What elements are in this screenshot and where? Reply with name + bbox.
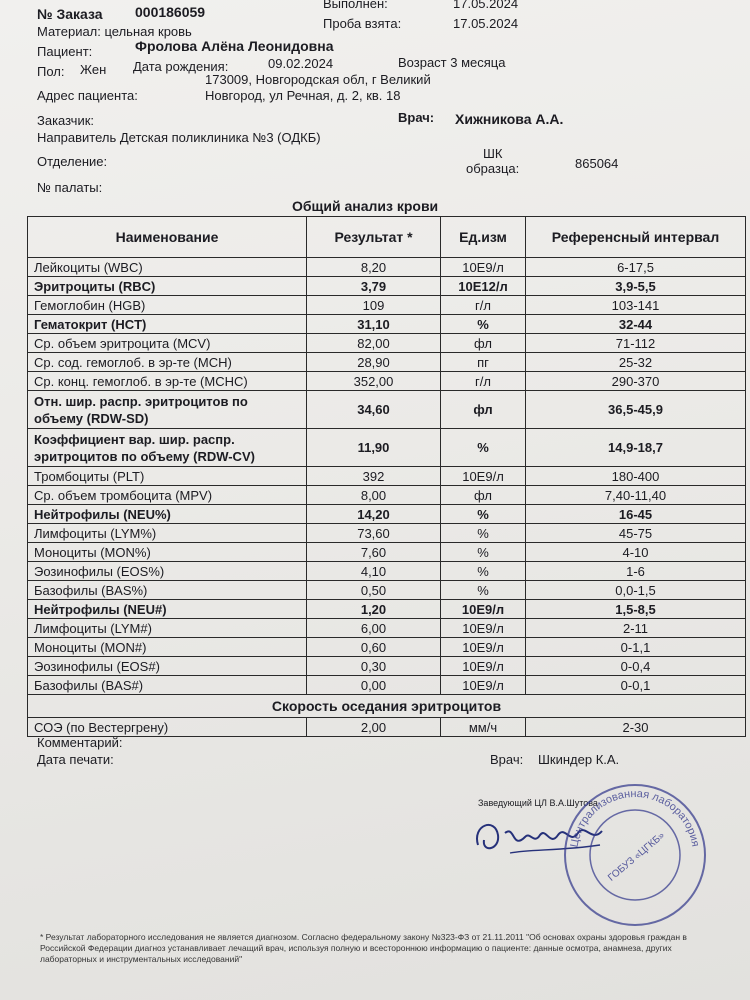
cell-name: СОЭ (по Вестергрену): [28, 718, 307, 737]
cell-result: 1,20: [307, 600, 441, 619]
cell-ref: 25-32: [526, 353, 746, 372]
table-row: [28, 600, 746, 619]
cell-unit: %: [441, 581, 526, 600]
svg-text:Централизованная лаборатория: [568, 788, 701, 848]
cell-ref: 180-400: [526, 467, 746, 486]
cell-unit: 10E9/л: [441, 258, 526, 277]
disclaimer-text: * Результат лабораторного исследования не является диагнозом. Согласно федеральному закону №323-ФЗ от 21.11.2011 "Об основах охраны здоровья граждан в Российской Федерации диагноз устанавливает лечащий врач, используя полную и всестороннюю информацию о пациенте: данные осмотра, анамнеза, других лабораторных и инструментальных исследований": [40, 932, 687, 964]
cell-result: 109: [307, 296, 441, 315]
section-row: [28, 695, 746, 718]
cell-result: 0,30: [307, 657, 441, 676]
cell-name: Гемоглобин (HGB): [28, 296, 307, 315]
cell-name: Моноциты (MON%): [28, 543, 307, 562]
cell-unit: фл: [441, 391, 526, 429]
header-name: Наименование: [28, 217, 307, 258]
doctor-name: Хижникова А.А.: [455, 111, 564, 127]
table-row: [28, 543, 746, 562]
barcode-value: 865064: [575, 156, 619, 171]
address-label: Адрес пациента:: [37, 88, 138, 103]
cell-result: 8,00: [307, 486, 441, 505]
referrer-text: Направитель Детская поликлиника №3 (ОДКБ): [37, 130, 321, 145]
cell-result: 2,00: [307, 718, 441, 737]
cell-name: Гематокрит (HCT): [28, 315, 307, 334]
document-title: Общий анализ крови: [292, 198, 439, 214]
cell-result: 14,20: [307, 505, 441, 524]
table-row: [28, 562, 746, 581]
cell-result: 31,10: [307, 315, 441, 334]
cell-name: Ср. конц. гемоглоб. в эр-те (MCHC): [28, 372, 307, 391]
table-header-row: [28, 217, 746, 258]
cell-unit: г/л: [441, 296, 526, 315]
cell-unit: %: [441, 429, 526, 467]
table-row: [28, 718, 746, 737]
cell-name: Моноциты (MON#): [28, 638, 307, 657]
table-row: [28, 391, 746, 429]
address-line1: 173009, Новгородская обл, г Великий: [205, 72, 431, 87]
sample-label: Проба взята:: [323, 16, 402, 31]
cell-name: Ср. объем тромбоцита (MPV): [28, 486, 307, 505]
cell-ref: 6-17,5: [526, 258, 746, 277]
cell-unit: 10E9/л: [441, 467, 526, 486]
header-result: Результат *: [307, 217, 441, 258]
cell-name: Ср. объем эритроцита (MCV): [28, 334, 307, 353]
cell-result: 0,50: [307, 581, 441, 600]
table-row: [28, 258, 746, 277]
comment-label: Комментарий:: [37, 735, 123, 750]
table-row: [28, 486, 746, 505]
cell-ref: 3,9-5,5: [526, 277, 746, 296]
cell-name: Отн. шир. распр. эритроцитов по объему (RDW-SD): [28, 391, 307, 429]
dept-label: Отделение:: [37, 154, 108, 169]
cell-name: Лимфоциты (LYM%): [28, 524, 307, 543]
table-row: [28, 429, 746, 467]
cell-unit: мм/ч: [441, 718, 526, 737]
cell-unit: 10E9/л: [441, 638, 526, 657]
doctor-label: Врач:: [398, 110, 435, 125]
cell-ref: 36,5-45,9: [526, 391, 746, 429]
head-label: Заведующий ЦЛ В.А.Шутова: [478, 798, 598, 808]
table-row: [28, 296, 746, 315]
cell-result: 34,60: [307, 391, 441, 429]
table-row: [28, 372, 746, 391]
cell-ref: 45-75: [526, 524, 746, 543]
cell-name: Нейтрофилы (NEU%): [28, 505, 307, 524]
cell-name: Нейтрофилы (NEU#): [28, 600, 307, 619]
cell-unit: %: [441, 315, 526, 334]
patient-label: Пациент:: [37, 44, 93, 59]
table-row: [28, 657, 746, 676]
cell-ref: 16-45: [526, 505, 746, 524]
cell-result: 0,60: [307, 638, 441, 657]
ward-label: № палаты:: [37, 180, 103, 195]
stamp-outer-text: Централизованная лаборатория: [568, 787, 702, 849]
table-row: [28, 467, 746, 486]
customer-label: Заказчик:: [37, 113, 95, 128]
cell-ref: 1-6: [526, 562, 746, 581]
cell-result: 11,90: [307, 429, 441, 467]
cell-unit: 10E9/л: [441, 657, 526, 676]
cell-unit: фл: [441, 486, 526, 505]
age-text: Возраст 3 месяца: [398, 55, 506, 70]
table-row: [28, 353, 746, 372]
sex-label: Пол:: [37, 64, 65, 79]
cell-ref: 0-0,4: [526, 657, 746, 676]
cell-unit: фл: [441, 334, 526, 353]
cell-ref: 0-0,1: [526, 676, 746, 695]
cell-result: 8,20: [307, 258, 441, 277]
cell-ref: 290-370: [526, 372, 746, 391]
barcode-label1: ШК: [483, 146, 503, 161]
table-row: [28, 334, 746, 353]
table-row: [28, 315, 746, 334]
cell-ref: 7,40-11,40: [526, 486, 746, 505]
cell-name: Лимфоциты (LYM#): [28, 619, 307, 638]
cell-name: Эозинофилы (EOS#): [28, 657, 307, 676]
table-row: [28, 638, 746, 657]
cell-name: Лейкоциты (WBC): [28, 258, 307, 277]
cell-result: 6,00: [307, 619, 441, 638]
cell-unit: 10E9/л: [441, 619, 526, 638]
doctor2-name: Шкиндер К.А.: [538, 752, 620, 767]
address-line2: Новгород, ул Речная, д. 2, кв. 18: [205, 88, 401, 103]
cell-unit: %: [441, 505, 526, 524]
cell-result: 28,90: [307, 353, 441, 372]
table-row: [28, 524, 746, 543]
cell-name: Эритроциты (RBC): [28, 277, 307, 296]
cell-name: Базофилы (BAS%): [28, 581, 307, 600]
cell-ref: 103-141: [526, 296, 746, 315]
print-date-label: Дата печати:: [37, 752, 114, 767]
order-number: 000186059: [135, 4, 206, 20]
table-row: [28, 277, 746, 296]
doctor2-label: Врач:: [490, 752, 524, 767]
cell-result: 4,10: [307, 562, 441, 581]
birth-date: 09.02.2024: [268, 56, 334, 71]
header-ref: Референсный интервал: [526, 217, 746, 258]
table-row: [28, 505, 746, 524]
sample-date: 17.05.2024: [453, 16, 519, 31]
results-table: [27, 216, 746, 737]
sex-value: Жен: [80, 62, 107, 77]
stamp-inner-text: ГОБУЗ «ЦГКБ»: [606, 830, 668, 884]
cell-name: Ср. сод. гемоглоб. в эр-те (MCH): [28, 353, 307, 372]
cell-result: 352,00: [307, 372, 441, 391]
cell-unit: %: [441, 524, 526, 543]
header-unit: Ед.изм: [441, 217, 526, 258]
table-row: [28, 676, 746, 695]
table-row: [28, 581, 746, 600]
cell-ref: 71-112: [526, 334, 746, 353]
patient-name: Фролова Алёна Леонидовна: [135, 38, 334, 54]
cell-result: 73,60: [307, 524, 441, 543]
barcode-label2: образца:: [466, 161, 520, 176]
cell-ref: 0-1,1: [526, 638, 746, 657]
cell-unit: г/л: [441, 372, 526, 391]
cell-unit: 10E9/л: [441, 600, 526, 619]
cell-name: Тромбоциты (PLT): [28, 467, 307, 486]
cell-ref: 4-10: [526, 543, 746, 562]
table-row: [28, 619, 746, 638]
cell-unit: %: [441, 543, 526, 562]
cell-ref: 32-44: [526, 315, 746, 334]
cell-result: 82,00: [307, 334, 441, 353]
cell-unit: 10E12/л: [441, 277, 526, 296]
cell-name: Эозинофилы (EOS%): [28, 562, 307, 581]
cell-ref: 0,0-1,5: [526, 581, 746, 600]
cell-result: 392: [307, 467, 441, 486]
cell-unit: пг: [441, 353, 526, 372]
cell-result: 3,79: [307, 277, 441, 296]
stamp-image: [560, 780, 710, 930]
birth-label: Дата рождения:: [133, 59, 229, 74]
cell-unit: 10E9/л: [441, 676, 526, 695]
cell-unit: %: [441, 562, 526, 581]
section-title: Скорость оседания эритроцитов: [28, 695, 746, 718]
cell-result: 7,60: [307, 543, 441, 562]
material-text: Материал: цельная кровь: [37, 24, 192, 39]
cell-ref: 2-11: [526, 619, 746, 638]
cell-ref: 1,5-8,5: [526, 600, 746, 619]
order-label: № Заказа: [37, 6, 103, 22]
cell-ref: 2-30: [526, 718, 746, 737]
done-date: 17.05.2024: [453, 0, 519, 11]
cell-name: Базофилы (BAS#): [28, 676, 307, 695]
done-label: Выполнен:: [323, 0, 388, 11]
cell-name: Коэффициент вар. шир. распр. эритроцитов по объему (RDW-CV): [28, 429, 307, 467]
cell-ref: 14,9-18,7: [526, 429, 746, 467]
cell-result: 0,00: [307, 676, 441, 695]
